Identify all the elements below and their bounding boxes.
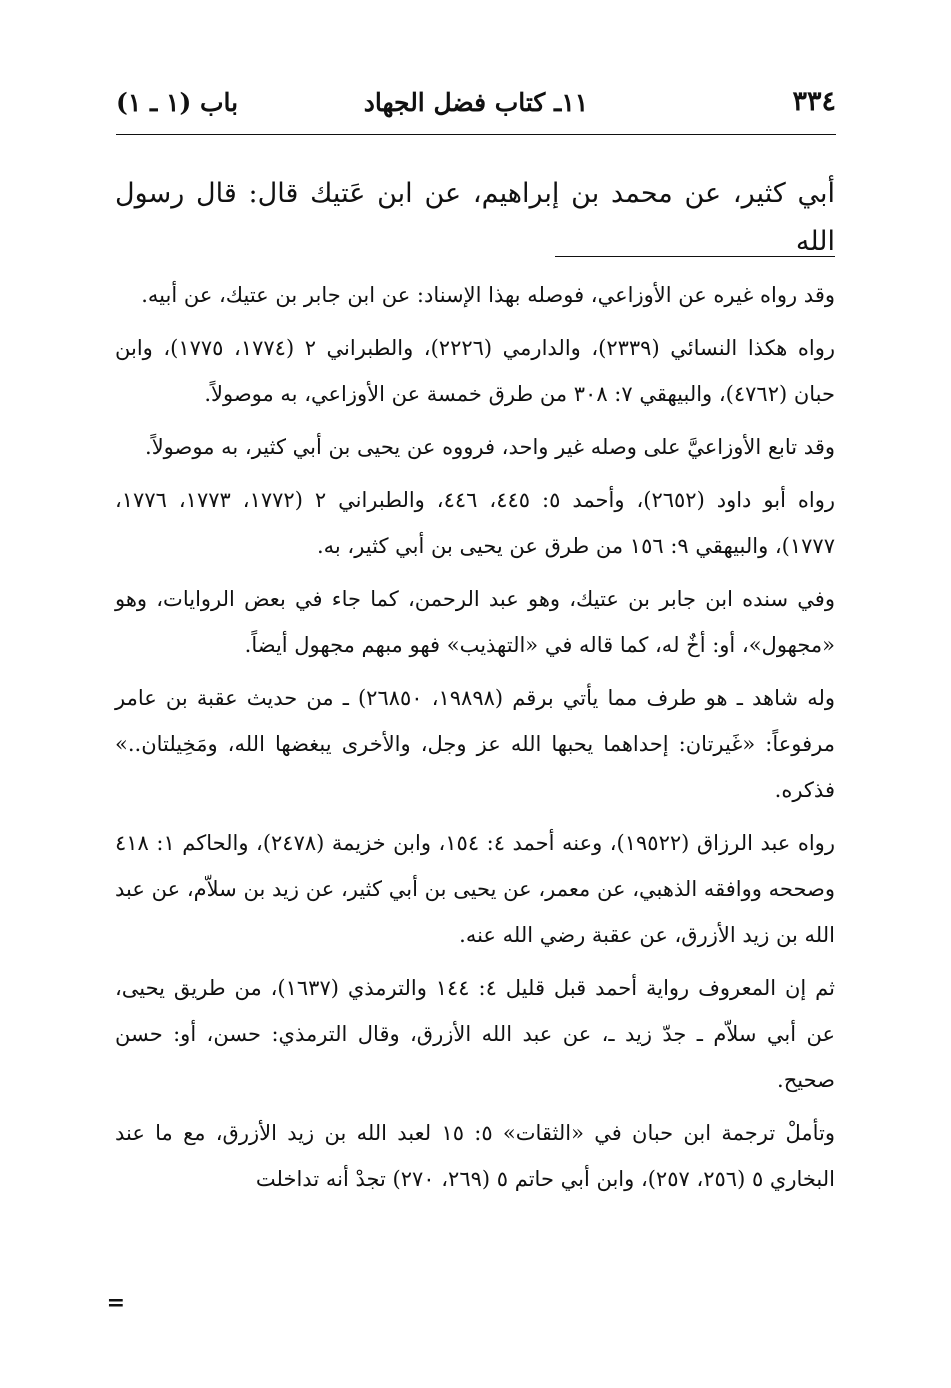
footnote-paragraph: ثم إن المعروف رواية أحمد قبل قليل ٤: ١٤٤ والترمذي (١٦٣٧)، من طريق يحيى، عن أبي سلاّم ـ جدّ زيد ـ، عن عبد الله الأزرق، وقال الترمذي: حسن، أو: حسن صحيح. (115, 976, 835, 1092)
footnote-paragraph: وله شاهد ـ هو طرف مما يأتي برقم (١٩٨٩٨، ٢٦٨٥٠) ـ من حديث عقبة بن عامر مرفوعاً: «غَيرتان: إحداهما يحبها الله عز وجل، والأخرى يبغضها الله، ومَخِيلتان..» فذكره. (115, 686, 835, 802)
footnote-paragraph: رواه أبو داود (٢٦٥٢)، وأحمد ٥: ٤٤٥، ٤٤٦، والطبراني ٢ (١٧٧٢، ١٧٧٣، ١٧٧٦، ١٧٧٧)، والبيهقي ٩: ١٥٦ من طرق عن يحيى بن أبي كثير، به. (115, 488, 836, 558)
footnote-paragraph: رواه هكذا النسائي (٢٣٣٩)، والدارمي (٢٢٢٦)، والطبراني ٢ (١٧٧٤، ١٧٧٥)، وابن حبان (٤٧٦٢)، والبيهقي ٧: ٣٠٨ من طرق خمسة عن الأوزاعي، به موصولاً. (115, 336, 836, 406)
footnote-paragraph: وقد رواه غيره عن الأوزاعي، فوصله بهذا الإسناد: عن ابن جابر بن عتيك، عن أبيه. (141, 283, 835, 307)
continuation-mark: = (106, 1290, 125, 1316)
page-number: ٣٣٤ (792, 86, 836, 117)
header-rule (116, 134, 836, 135)
footnote-paragraph: وفي سنده ابن جابر بن عتيك، وهو عبد الرحمن، كما جاء في بعض الروايات، وهو «مجهول»، أو: أخٌ له، كما قاله في «التهذيب» فهو مبهم مجهول أيضاً. (115, 587, 835, 657)
running-header (116, 86, 836, 126)
footnote-paragraph: وقد تابع الأوزاعيَّ على وصله غير واحد، فرووه عن يحيى بن أبي كثير، به موصولاً. (145, 435, 835, 459)
footnote-paragraph: رواه عبد الرزاق (١٩٥٢٢)، وعنه أحمد ٤: ١٥٤، وابن خزيمة (٢٤٧٨)، والحاكم ١: ٤١٨ وصححه ووافقه الذهبي، عن معمر، عن يحيى بن أبي كثير، عن زيد بن سلاّم، عن عبد الله بن زيد الأزرق، عن عقبة رضي الله عنه. (115, 831, 835, 947)
section-label: باب (١ ـ ١) (116, 88, 239, 117)
chapter-title: ١١ـ كتاب فضل الجهاد (363, 88, 589, 117)
main-text: أبي كثير، عن محمد بن إبراهيم، عن ابن عَتيك قال: قال رسول الله (115, 178, 835, 257)
footnote-paragraph: وتأملْ ترجمة ابن حبان في «الثقات» ٥: ١٥ لعبد الله بن زيد الأزرق، مع ما عند البخاري ٥ (٢٥٦، ٢٥٧)، وابن أبي حاتم ٥ (٢٦٩، ٢٧٠) تجدْ أنه تداخلت (115, 1121, 835, 1191)
footnote-separator (555, 256, 835, 257)
footnotes (115, 272, 835, 1202)
